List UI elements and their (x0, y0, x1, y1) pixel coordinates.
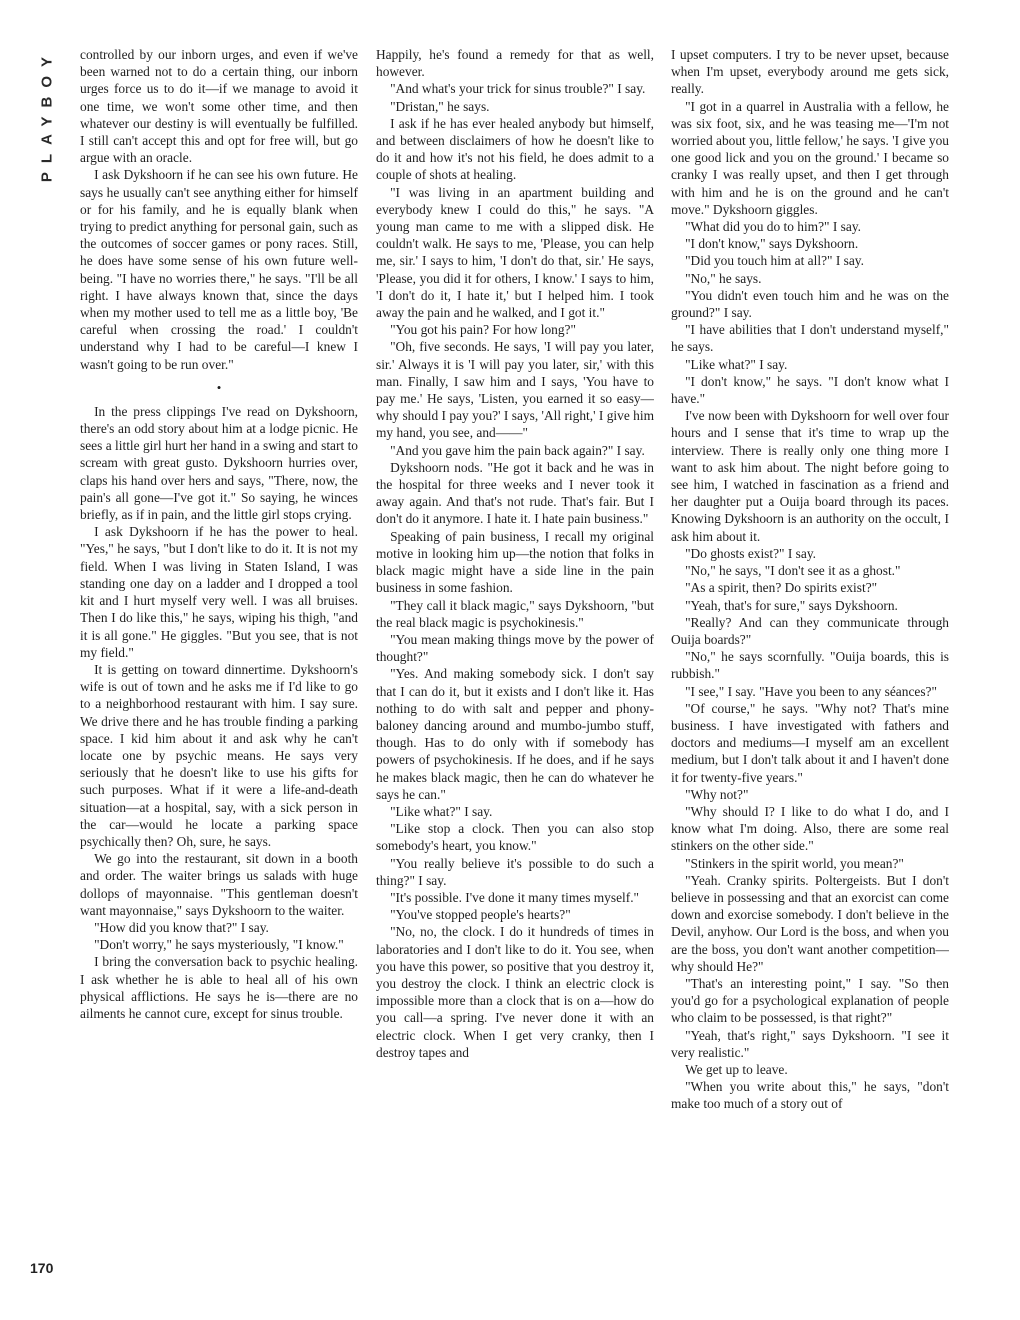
paragraph: "I don't know," says Dykshoorn. (685, 236, 859, 252)
paragraph: Dykshoorn nods. "He got it back and he was in the hospital for three weeks and I never took it away again. And that's not rude. That's fair. But I don't do it anymore. I hate it. I hate pain business." (376, 459, 654, 527)
paragraph: We get up to leave. (685, 1061, 788, 1077)
paragraph: "Stinkers in the spirit world, you mean?" (685, 855, 904, 871)
paragraph: "They call it black magic," says Dykshoorn, "but the real black magic is psychokinesis." (376, 597, 654, 630)
paragraph: "It's possible. I've done it many times myself." (390, 889, 640, 905)
paragraph: controlled by our inborn urges, and even if we've been warned not to do a certain thing, our inborn urges force us to do it—if we manage to avoid it one time, we won't some other time, and then whatever our destiny is will eventually be fulfilled. I still can't accept this and opt for free will, but go argue with an oracle. (80, 47, 358, 166)
paragraph: "Like what?" I say. (685, 356, 788, 372)
paragraph: "As a spirit, then? Do spirits exist?" (685, 580, 878, 596)
text-column-1 (80, 46, 358, 1286)
paragraph: "Of course," he says. "Why not? That's mine business. I have investigated with fathers and doctors and mediums—I myself am an excellent medium, but I don't talk about it and I haven't done it for twenty-five years." (671, 700, 949, 785)
text-column-3 (671, 46, 949, 1286)
section-separator: • (216, 379, 222, 395)
paragraph: "I have abilities that I don't understand myself," he says. (671, 322, 949, 355)
paragraph: Speaking of pain business, I recall my original motive in looking him up—the notion that folks in black magic might have a side line in the pain business in some fashion. (376, 528, 654, 596)
paragraph: I ask Dykshoorn if he can see his own future. He says he usually can't see anything either for himself or for his family, and he is equally blank when trying to predict anything for personal gain, such as the outcomes of soccer games or pony races. Still, he does have some sense of his own future well-being. "I have no worries there," he says. "I'll be all right. I have always known that, since the days when my mother used to tell me as a little boy, 'Be careful when crossing the road.' I couldn't understand why I had to be careful—I knew I wasn't going to be run over." (80, 167, 358, 372)
paragraph: I ask if he has ever healed anybody but himself, and between disclaimers of how he doesn't like to do it and how it's not his field, he does admit to a couple of shots at healing. (376, 115, 654, 183)
paragraph: "Yes. And making somebody sick. I don't say that I can do it, but it exists and I don't like it. Has nothing to do with salt and pepper and phony-baloney dancing around and mumbo-jumbo stuff, though. Has to do only with if somebody has powers of psychokinesis. If he does, and if he says he makes black magic, then he can do whatever he says he can." (376, 666, 654, 802)
paragraph: I upset computers. I try to be never upset, because when I'm upset, everybody around me gets sick, really. (671, 47, 949, 97)
paragraph: "That's an interesting point," I say. "So then you'd go for a psychological explanation of people who claim to be possessed, is that right?" (671, 975, 949, 1026)
paragraph: "Don't worry," he says mysteriously, "I know." (94, 937, 344, 953)
paragraph: I ask Dykshoorn if he has the power to heal. "Yes," he says, "but I don't like to do it. It is not my field. When I was living in Staten Island, I was standing one day on a ladder and I dropped a tool kit and I hurt myself very well. I was all bruises. Then I do like this," he says, wiping his thigh, "and it is all gone." He giggles. "But you see, that is not my field." (80, 524, 358, 660)
paragraph: "And what's your trick for sinus trouble?" I say. (390, 81, 646, 97)
paragraph: "No," he says scornfully. "Ouija boards, this is rubbish." (671, 649, 949, 682)
magazine-name (30, 40, 64, 190)
paragraph: "You got his pain? For how long?" (390, 322, 576, 338)
paragraph: "How did you know that?" I say. (94, 919, 269, 935)
paragraph: I've now been with Dykshoorn for well over four hours and I sense that it's time to wrap up the interview. There is really only one thing more I want to ask him about. The night before going to see him, I watched in fascination as a friend and her daughter put a Ouija board through its paces. Knowing Dykshoorn is an authority on the occult, I ask him about it. (671, 408, 949, 544)
paragraph: "Dristan," he says. (390, 98, 490, 114)
paragraph: "No," he says, "I don't see it as a ghost." (685, 563, 901, 579)
text-column-2 (376, 46, 654, 1286)
paragraph: Happily, he's found a remedy for that as well, however. (376, 47, 654, 80)
paragraph: "What did you do to him?" I say. (685, 219, 861, 235)
paragraph: "You mean making things move by the power of thought?" (376, 631, 654, 665)
paragraph: "Like what?" I say. (390, 803, 493, 819)
paragraph: "You didn't even touch him and he was on the ground?" I say. (671, 287, 949, 321)
paragraph: "And you gave him the pain back again?" I say. (390, 442, 645, 458)
paragraph: "Yeah, that's right," says Dykshoorn. "I see it very realistic." (671, 1027, 949, 1060)
paragraph: In the press clippings I've read on Dykshoorn, there's an odd story about him at a lodge picnic. He sees a little girl hurt her hand in a swing and start to scream with great gusto. Dykshoorn hurries over, claps his hand over hers and says, "There, now, the pain's all gone—I've got it." So saying, he winces briefly, as if in pain, and the little girl stops crying. (80, 403, 358, 523)
page-number: 170 (30, 1260, 54, 1276)
paragraph: "I don't know," he says. "I don't know what I have." (671, 373, 949, 407)
paragraph: "I got in a quarrel in Australia with a fellow, he was six foot, six, and he was teasing me—'I'm not worried about you, little fellow,' he says. 'I give you one good lick and you on the ground.' I became so cranky I was really upset, and then I get through with him and he is on the ground and he can't move." Dykshoorn giggles. (671, 98, 949, 217)
paragraph: It is getting on toward dinnertime. Dykshoorn's wife is out of town and he asks me if I'd like to go to a neighborhood restaurant with him. I say sure. We drive there and he has trouble finding a parking space. I kid him about it and ask why he can't locate one by psychic means. He says very seriously that he doesn't like to use his gifts for such purposes. What if it were a life-and-death situation—at a hospital, say, with a sick person in the car—would he locate a parking space psychically then? Oh, sure, he says. (80, 661, 358, 849)
paragraph: "Do ghosts exist?" I say. (685, 545, 816, 561)
paragraph: "I see," I say. "Have you been to any séances?" (685, 683, 937, 699)
paragraph: "When you write about this," he says, "don't make too much of a story out of (671, 1079, 949, 1112)
paragraph: "Like stop a clock. Then you can also stop somebody's heart, you know." (376, 821, 654, 854)
paragraph: "No," he says. (685, 270, 762, 286)
paragraph: I bring the conversation back to psychic healing. I ask whether he is able to heal all of his own physical afflictions. He says he is—there are no ailments he cannot cure, except for sinus trouble. (80, 954, 358, 1021)
paragraph: "Did you touch him at all?" I say. (685, 253, 864, 269)
paragraph: "No, no, the clock. I do it hundreds of times in laboratories and I don't like to do it. You see, when you have this power, so positive that you destroy it, you destroy the clock. I think an electric clock is impossible more than a clock that is on a—how do you call—a spring. I've never done it with an electric clock. When I get very cranky, then I destroy tapes and (376, 924, 654, 1060)
paragraph: "Why not?" (685, 786, 749, 802)
paragraph: "I was living in an apartment building and everybody knew I could do this," he says. "A young man came to me with a slipped disk. He couldn't walk. He says to me, 'Please, you can help me, sir.' I says to him, 'I don't do that, sir.' He says, 'Please, you did it for others, I know.' I says to him, 'I don't do it, I hate it,' but I helped him. I took away the pain and he walked, and I got it." (376, 184, 654, 321)
paragraph: "Really? And can they communicate through Ouija boards?" (671, 614, 949, 647)
paragraph: "You've stopped people's hearts?" (390, 907, 571, 923)
magazine-name-text: PLAYBOY (38, 47, 56, 183)
paragraph: We go into the restaurant, sit down in a booth and order. The waiter brings us salads with huge dollops of mayonnaise. "This gentleman doesn't want mayonnaise," says Dykshoorn to the waiter. (80, 851, 358, 918)
paragraph: "Yeah. Cranky spirits. Poltergeists. But I don't believe in possessing and that an exorcist can come down and exorcise somebody. I don't believe in the Devil, anyhow. Our Lord is the boss, and when you are the boss, you don't want another competition—why should He?" (671, 872, 949, 974)
paragraph: "Oh, five seconds. He says, 'I will pay you later, sir.' Always it is 'I will pay you later, sir,' with this man. Finally, I saw him and I says, 'You have to pay me.' He says, 'Listen, you earned it so easy—why should I pay you?' I says, 'All right,' I give him my hand, you see, and——" (376, 339, 654, 441)
paragraph: "Why should I? I like to do what I do, and I know what I'm doing. Also, there are some real stinkers on the other side." (671, 803, 949, 854)
paragraph: "You really believe it's possible to do such a thing?" I say. (376, 855, 654, 888)
paragraph: "Yeah, that's for sure," says Dykshoorn. (685, 597, 898, 613)
